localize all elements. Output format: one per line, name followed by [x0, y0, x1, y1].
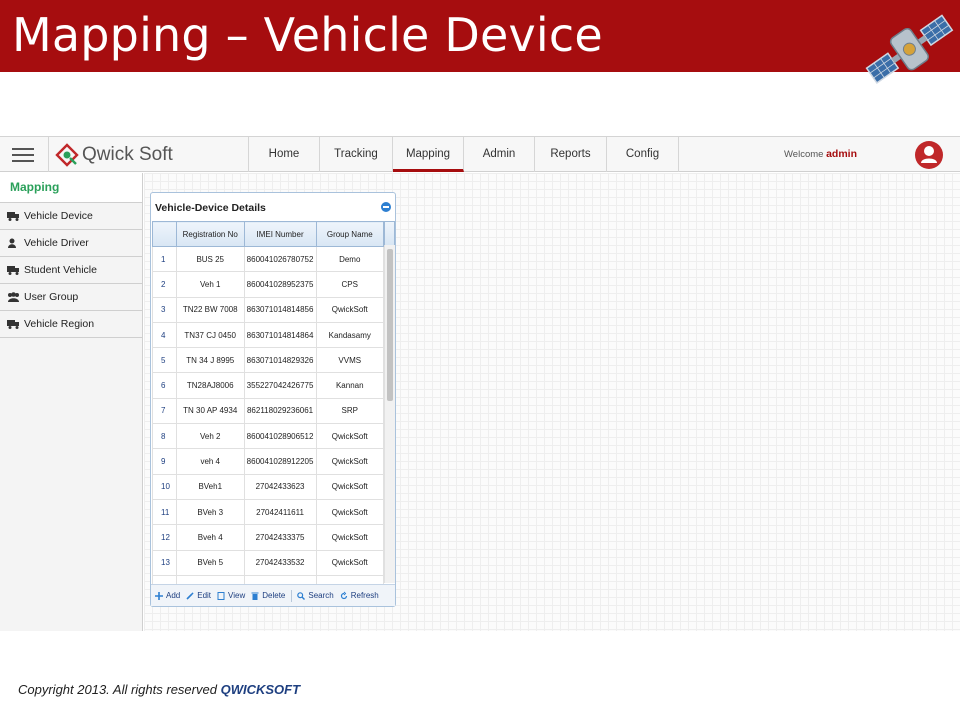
row-index-cell: 7: [153, 398, 177, 423]
header-filler: [384, 221, 395, 246]
registration-cell: BVeh 3: [176, 499, 244, 524]
group-cell: QwickSoft: [316, 499, 384, 524]
user-avatar-icon[interactable]: [915, 141, 943, 169]
imei-cell: 355227042426775: [244, 373, 316, 398]
search-button[interactable]: [297, 591, 333, 600]
imei-cell: 860041026780752: [244, 247, 316, 272]
row-index-cell: 11: [153, 499, 177, 524]
search-label: Search: [308, 591, 334, 600]
welcome-label: Welcome: [784, 149, 824, 160]
table-row[interactable]: [153, 272, 384, 297]
imei-cell: 863071014814856: [244, 297, 316, 322]
registration-cell: TN 34 J 8995: [176, 348, 244, 373]
registration-cell: Bveh 4: [176, 525, 244, 550]
delete-label: Delete: [262, 591, 286, 600]
users-icon: [7, 292, 20, 302]
sidebar-item-label: Vehicle Region: [24, 318, 95, 330]
row-index-cell: 12: [153, 525, 177, 550]
imei-cell: 860041028912205: [244, 449, 316, 474]
registration-cell: TN22 BW 7008: [176, 297, 244, 322]
group-cell: QwickSoft: [316, 424, 384, 449]
slide-title-banner: [0, 0, 960, 72]
app-window: [0, 136, 960, 630]
imei-cell: 860041028952375: [244, 272, 316, 297]
grid-toolbar: [151, 584, 395, 606]
row-index-cell: 1: [153, 247, 177, 272]
menu-toggle-icon[interactable]: [12, 148, 34, 162]
registration-cell: Veh 2: [176, 424, 244, 449]
row-index-cell: 6: [153, 373, 177, 398]
truck-icon: [7, 211, 20, 221]
table-row[interactable]: [153, 297, 384, 322]
nav-config[interactable]: Config: [607, 137, 679, 172]
row-index-cell: 13: [153, 550, 177, 575]
imei-cell: 860041028906512: [244, 424, 316, 449]
group-cell: SRP: [316, 398, 384, 423]
nav-reports[interactable]: Reports: [535, 137, 607, 172]
welcome-message: [784, 137, 857, 172]
row-index-cell: 2: [153, 272, 177, 297]
group-cell: Kannan: [316, 373, 384, 398]
sidebar-item-label: Student Vehicle: [24, 264, 97, 276]
refresh-icon: [340, 592, 348, 600]
table-row[interactable]: [153, 499, 384, 524]
registration-cell: TN 30 AP 4934: [176, 398, 244, 423]
row-index-cell: 4: [153, 322, 177, 347]
truck-icon: [7, 265, 20, 275]
scrollbar-thumb[interactable]: [387, 249, 393, 401]
user-silhouette-icon: [915, 141, 943, 169]
table-row[interactable]: [153, 525, 384, 550]
table-row[interactable]: [153, 373, 384, 398]
group-cell: QwickSoft: [316, 297, 384, 322]
plus-icon: [155, 592, 163, 600]
sidebar-item-label: Vehicle Driver: [24, 237, 89, 249]
edit-label: Edit: [197, 591, 212, 600]
row-index-cell: 5: [153, 348, 177, 373]
registration-cell: TN28AJ8006: [176, 373, 244, 398]
registration-cell: BVeh 5: [176, 550, 244, 575]
satellite-icon: [860, 0, 960, 100]
delete-button[interactable]: [251, 591, 285, 600]
table-row[interactable]: [153, 474, 384, 499]
row-index-cell: 10: [153, 474, 177, 499]
sidebar-item-vehicle-driver[interactable]: [0, 230, 142, 257]
imei-cell: 27042433623: [244, 474, 316, 499]
table-row[interactable]: [153, 398, 384, 423]
toolbar-divider: [291, 590, 292, 602]
document-icon: [217, 592, 225, 600]
sidebar-item-user-group[interactable]: [0, 284, 142, 311]
pencil-icon: [186, 592, 194, 600]
collapse-icon[interactable]: [381, 202, 391, 212]
view-label: View: [228, 591, 246, 600]
table-row[interactable]: [153, 247, 384, 272]
group-cell: QwickSoft: [316, 449, 384, 474]
view-button[interactable]: [217, 591, 245, 600]
nav-home[interactable]: Home: [249, 137, 320, 172]
group-cell: Demo: [316, 247, 384, 272]
logo-icon: [56, 144, 78, 166]
table-body: [153, 247, 384, 601]
top-navbar: [0, 137, 960, 172]
table-row[interactable]: [153, 449, 384, 474]
column-header-group[interactable]: Group Name: [316, 222, 384, 247]
sidebar-item-label: Vehicle Device: [24, 210, 93, 222]
imei-cell: 27042411611: [244, 499, 316, 524]
group-cell: Kandasamy: [316, 322, 384, 347]
truck-icon: [7, 319, 20, 329]
edit-button[interactable]: [186, 591, 211, 600]
refresh-label: Refresh: [350, 591, 379, 600]
user-icon: [7, 238, 20, 248]
registration-cell: BUS 25: [176, 247, 244, 272]
panel-title: Vehicle-Device Details: [155, 202, 266, 214]
table-header-row: [153, 222, 384, 247]
group-cell: QwickSoft: [316, 474, 384, 499]
sidebar-item-vehicle-region[interactable]: [0, 311, 142, 338]
refresh-button[interactable]: [340, 591, 379, 600]
add-button[interactable]: [155, 591, 180, 600]
table-row[interactable]: [153, 550, 384, 575]
registration-cell: TN37 CJ 0450: [176, 322, 244, 347]
copyright-text: Copyright 2013. All rights reserved: [18, 682, 217, 697]
qwicksoft-logo[interactable]: [56, 144, 173, 166]
column-header-index: [153, 222, 177, 247]
group-cell: CPS: [316, 272, 384, 297]
group-cell: VVMS: [316, 348, 384, 373]
slide-title: Mapping – Vehicle Device: [12, 8, 603, 62]
group-cell: QwickSoft: [316, 525, 384, 550]
sidebar-item-vehicle-device[interactable]: [0, 203, 142, 230]
table-row[interactable]: [153, 348, 384, 373]
brand-name: QWICKSOFT: [220, 682, 301, 697]
vehicle-device-grid: [152, 221, 384, 583]
logo-text: Qwick Soft: [82, 144, 173, 165]
imei-cell: 863071014814864: [244, 322, 316, 347]
column-header-registration[interactable]: Registration No: [176, 222, 244, 247]
imei-cell: 27042433532: [244, 550, 316, 575]
username: admin: [826, 148, 857, 160]
sidebar-heading: Mapping: [0, 173, 142, 203]
imei-cell: 27042433375: [244, 525, 316, 550]
sidebar: [0, 173, 143, 631]
row-index-cell: 3: [153, 297, 177, 322]
sidebar-item-student-vehicle[interactable]: [0, 257, 142, 284]
footer-copyright: [18, 682, 300, 697]
vertical-scrollbar[interactable]: [384, 245, 395, 583]
registration-cell: veh 4: [176, 449, 244, 474]
trash-icon: [251, 592, 259, 600]
column-header-imei[interactable]: IMEI Number: [244, 222, 316, 247]
nav-mapping[interactable]: Mapping: [393, 137, 464, 172]
table-row[interactable]: [153, 322, 384, 347]
registration-cell: Veh 1: [176, 272, 244, 297]
nav-admin[interactable]: Admin: [464, 137, 535, 172]
search-icon: [297, 592, 305, 600]
row-index-cell: 8: [153, 424, 177, 449]
row-index-cell: 9: [153, 449, 177, 474]
registration-cell: BVeh1: [176, 474, 244, 499]
add-label: Add: [166, 591, 181, 600]
sidebar-item-label: User Group: [24, 291, 79, 303]
group-cell: QwickSoft: [316, 550, 384, 575]
nav-divider: [48, 137, 49, 172]
imei-cell: 862118029236061: [244, 398, 316, 423]
vehicle-device-panel: [150, 192, 396, 607]
table-row[interactable]: [153, 424, 384, 449]
imei-cell: 863071014829326: [244, 348, 316, 373]
nav-tracking[interactable]: Tracking: [320, 137, 393, 172]
